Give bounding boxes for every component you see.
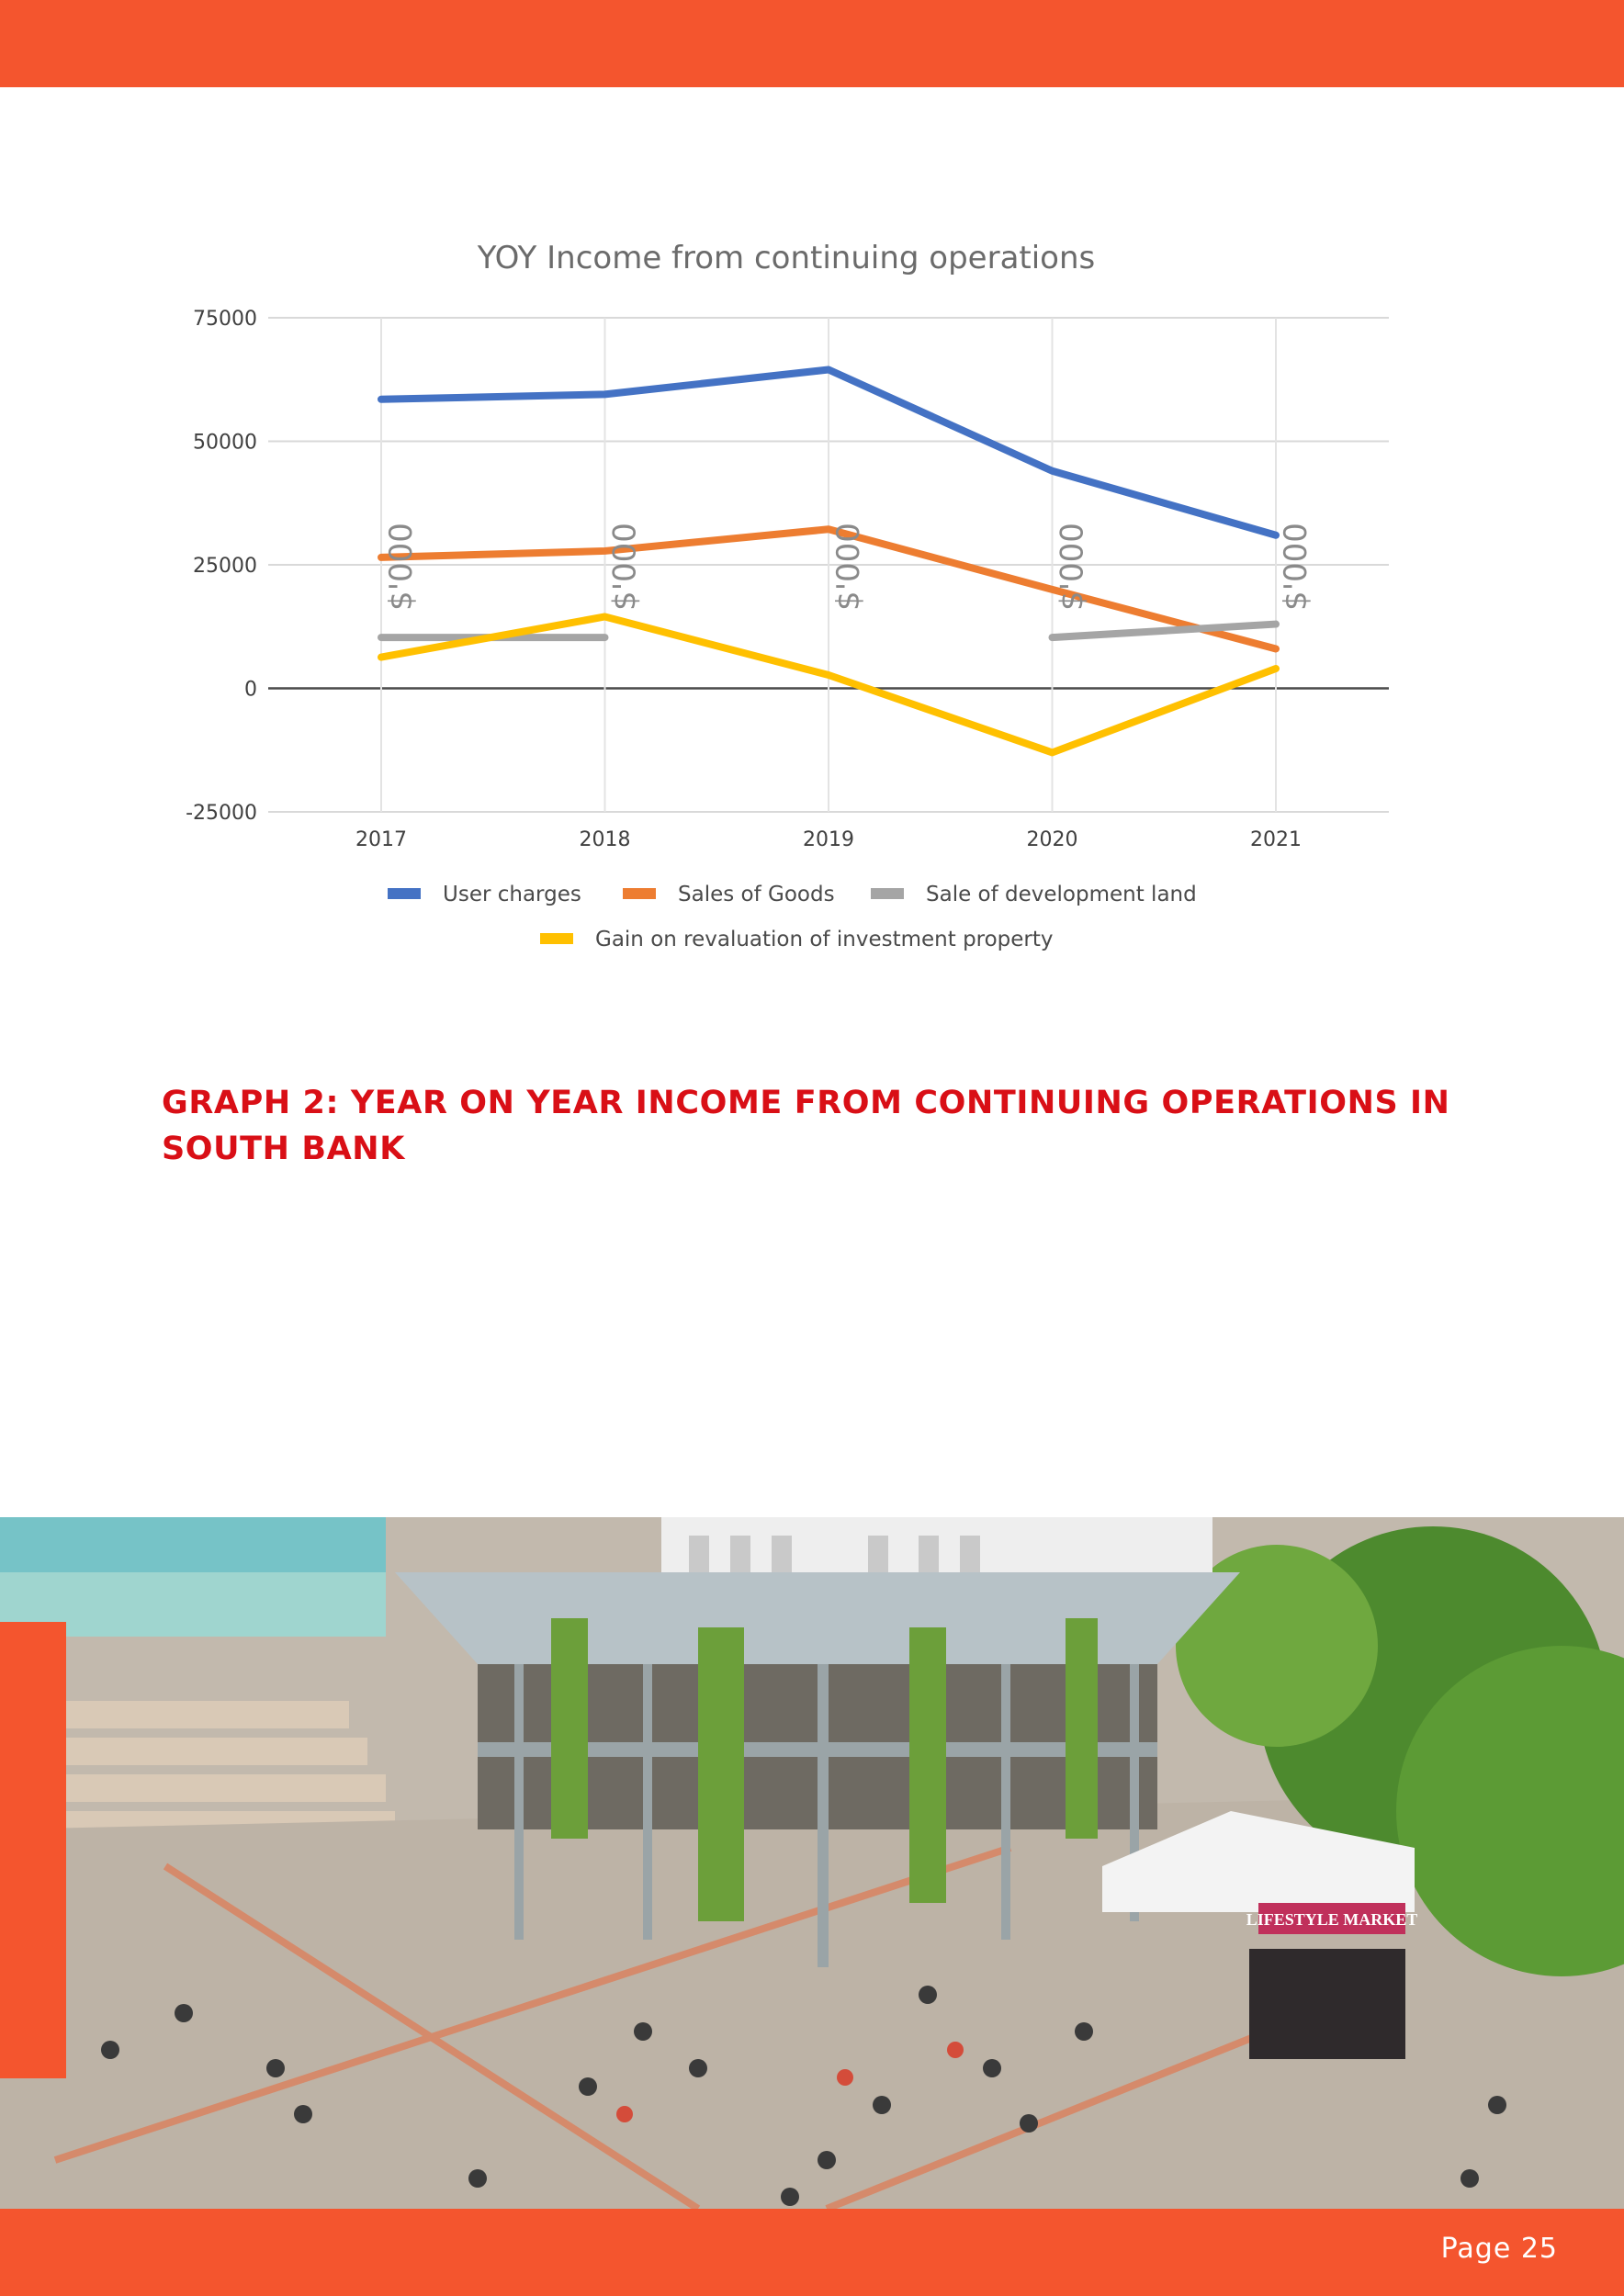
y-tick-label: -25000 (186, 802, 257, 825)
legend-swatch (623, 888, 656, 899)
chart-legend (388, 883, 1197, 951)
footer-banner (0, 2209, 1624, 2296)
legend-swatch (871, 888, 904, 899)
photo-illustration (0, 1517, 1624, 2209)
unit-label: $'000 (383, 523, 420, 611)
legend-label: Sales of Goods (678, 883, 835, 906)
page-number: Page 25 (1440, 2233, 1558, 2265)
unit-labels (383, 523, 1314, 611)
unit-label: $'000 (1054, 523, 1091, 611)
series-line-2 (1053, 625, 1277, 638)
south-bank-photo (0, 1517, 1624, 2209)
legend-label: Sale of development land (926, 883, 1197, 906)
legend-label: User charges (443, 883, 581, 906)
unit-label: $'000 (606, 523, 644, 611)
income-line-chart (0, 0, 1624, 1010)
legend-swatch (540, 933, 573, 944)
y-axis-ticks (186, 308, 257, 825)
x-tick-label: 2021 (1250, 828, 1302, 851)
y-tick-label: 0 (244, 678, 257, 702)
legend-label: Gain on revaluation of investment property (595, 928, 1054, 951)
x-axis-ticks (355, 828, 1302, 851)
x-tick-label: 2020 (1026, 828, 1078, 851)
y-tick-label: 75000 (193, 308, 257, 331)
unit-label: $'000 (1278, 523, 1314, 611)
x-tick-label: 2018 (579, 828, 631, 851)
legend-swatch (388, 888, 421, 899)
gridlines (268, 318, 1389, 812)
y-tick-label: 50000 (193, 431, 257, 455)
chart-title: YOY Income from continuing operations (477, 240, 1096, 276)
x-tick-label: 2019 (803, 828, 854, 851)
photo-accent-bar (0, 1622, 66, 2078)
graph-caption: GRAPH 2: YEAR ON YEAR INCOME FROM CONTINUING OPERATIONS IN SOUTH BANK (162, 1085, 1450, 1167)
market-sign: LIFESTYLE MARKET (1246, 1910, 1418, 1929)
unit-label: $'000 (830, 523, 867, 611)
x-tick-label: 2017 (355, 828, 407, 851)
y-tick-label: 25000 (193, 555, 257, 578)
